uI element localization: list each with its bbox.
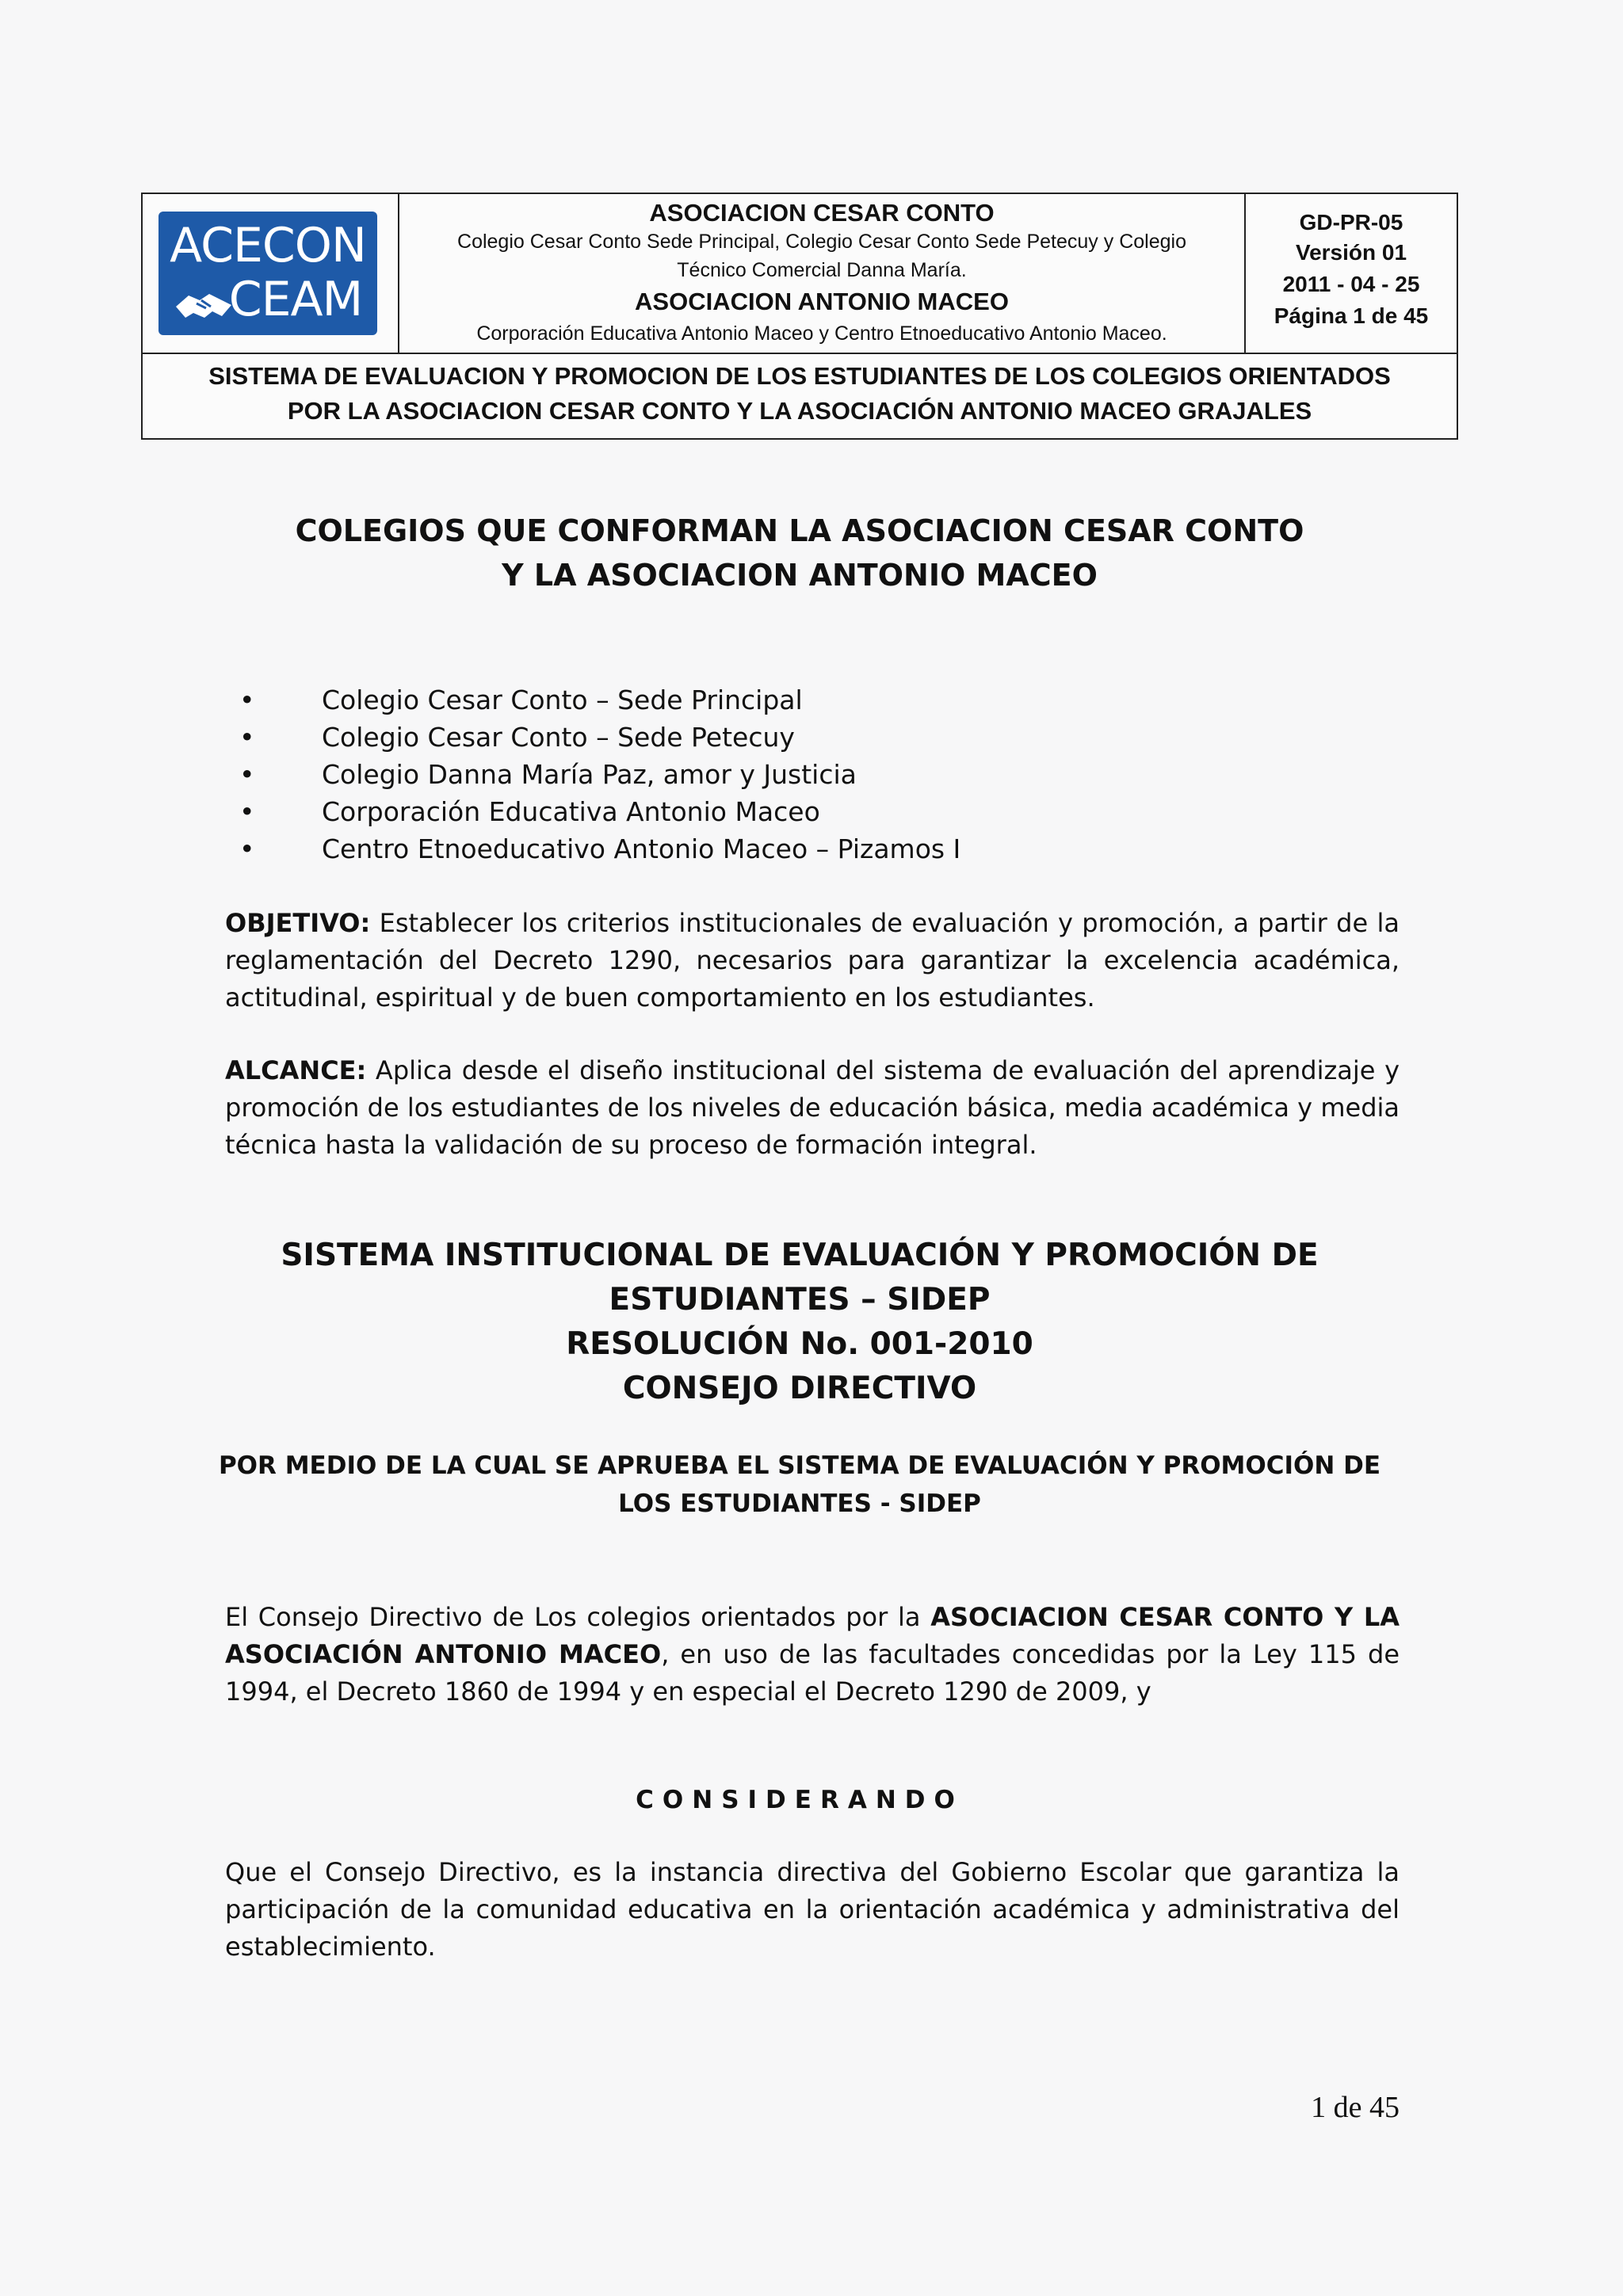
school-name: Centro Etnoeducativo Antonio Maceo – Pizamos I: [322, 833, 961, 864]
school-name: Corporación Educativa Antonio Maceo: [322, 796, 820, 827]
section2-title-line1: SISTEMA INSTITUCIONAL DE EVALUACIÓN Y PROMOCIÓN DE: [281, 1238, 1319, 1273]
scope-paragraph: [225, 1052, 1400, 1164]
considerando-heading: CONSIDERANDO: [636, 1786, 964, 1814]
section2-title-line2: ESTUDIANTES – SIDEP: [609, 1282, 991, 1318]
logo-line-1: ACECON: [170, 218, 366, 273]
page-number: 1 de 45: [1311, 2091, 1400, 2124]
bullet-icon: •: [239, 685, 255, 715]
resolution-number: RESOLUCIÓN No. 001-2010: [566, 1326, 1033, 1362]
bullet-icon: •: [239, 833, 255, 864]
org1-schools-line1: Colegio Cesar Conto Sede Principal, Colegio Cesar Conto Sede Petecuy y Colegio: [457, 231, 1186, 253]
objective-text: Establecer los criterios institucionales de evaluación y promoción, a partir de la reglamentación del Decreto 1290, necesarios para garantizar la excelencia académica, actitudinal, espiritual y de buen comportamiento en los estudiantes.: [225, 908, 1400, 1013]
header-top-row: [143, 194, 1457, 354]
school-name: Colegio Cesar Conto – Sede Petecuy: [322, 722, 795, 753]
considerando-paragraph: Que el Consejo Directivo, es la instancia directiva del Gobierno Escolar que garantiza la participación de la comunidad educativa en la orientación académica y administrativa del establecimiento.: [225, 1857, 1400, 1962]
org2-schools-line: Corporación Educativa Antonio Maceo y Centro Etnoeducativo Antonio Maceo.: [476, 322, 1167, 345]
bullet-icon: •: [239, 759, 255, 790]
objective-label: OBJETIVO:: [225, 908, 371, 938]
bullet-icon: •: [239, 796, 255, 827]
council-title: CONSEJO DIRECTIVO: [622, 1371, 977, 1406]
school-name: Colegio Cesar Conto – Sede Principal: [322, 685, 803, 715]
header-system-title-row: [143, 354, 1457, 440]
header-document-info-cell: [1246, 194, 1457, 353]
resolution-subtitle-line2: LOS ESTUDIANTES - SIDEP: [618, 1489, 981, 1518]
council-paragraph: [225, 1599, 1400, 1711]
org2-title: ASOCIACION ANTONIO MACEO: [635, 288, 1009, 315]
objective-paragraph: [225, 905, 1400, 1016]
council-associations-text: ASOCIACION CESAR CONTO Y LA ASOCIACIÓN ANTONIO MACEO: [225, 1602, 1400, 1669]
resolution-subtitle-line1: POR MEDIO DE LA CUAL SE APRUEBA EL SISTEMA DE EVALUACIÓN Y PROMOCIÓN DE: [218, 1451, 1381, 1480]
section1-title-line2: Y LA ASOCIACION ANTONIO MACEO: [502, 558, 1098, 593]
system-title-line1: SISTEMA DE EVALUACION Y PROMOCION DE LOS ESTUDIANTES DE LOS COLEGIOS ORIENTADOS: [208, 362, 1391, 390]
council-rest-text: , en uso de las facultades concedidas por la Ley 115 de 1994, el Decreto 1860 de 1994 y en especial el Decreto 1290 de 2009, y: [225, 1639, 1400, 1707]
document-page-info: Página 1 de 45: [1274, 303, 1429, 328]
section1-title-line1: COLEGIOS QUE CONFORMAN LA ASOCIACION CESAR CONTO: [295, 513, 1304, 548]
school-name: Colegio Danna María Paz, amor y Justicia: [322, 759, 857, 790]
document-date: 2011 - 04 - 25: [1282, 272, 1420, 296]
document-code: GD-PR-05: [1299, 210, 1403, 235]
header-logo-cell: [143, 194, 399, 353]
document-version: Versión 01: [1295, 240, 1407, 265]
logo-line-2: CEAM: [228, 272, 363, 327]
acecon-ceam-logo: [158, 212, 377, 335]
scope-text: Aplica desde el diseño institucional del sistema de evaluación del aprendizaje y promoción de los estudiantes de los niveles de educación básica, media académica y media técnica hasta la validación de su proceso de formación integral.: [225, 1055, 1400, 1160]
scope-label: ALCANCE:: [225, 1055, 367, 1085]
system-title-line2: POR LA ASOCIACION CESAR CONTO Y LA ASOCIACIÓN ANTONIO MACEO GRAJALES: [287, 397, 1312, 425]
council-intro-text: El Consejo Directivo de Los colegios orientados por la: [225, 1602, 921, 1632]
document-header-table: [141, 193, 1458, 440]
org1-schools-line2: Técnico Comercial Danna María.: [677, 259, 967, 281]
org1-title: ASOCIACION CESAR CONTO: [649, 199, 995, 227]
header-organizations-cell: [399, 194, 1246, 353]
bullet-icon: •: [239, 722, 255, 753]
